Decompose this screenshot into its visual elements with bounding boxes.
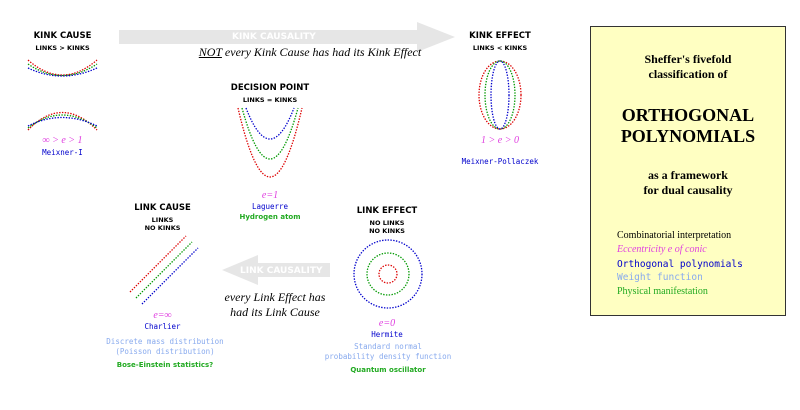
link-cause-sub2: NO KINKS <box>144 224 181 232</box>
kink-effect-ellipses <box>479 61 521 129</box>
panel-line3: as a framework <box>648 168 728 182</box>
link-effect-sub2: NO KINKS <box>369 227 405 235</box>
link-cause-title: LINK CAUSE <box>134 203 191 213</box>
link-effect-polynomial: Hermite <box>371 330 403 339</box>
link-cause-physical: Bose-Einstein statistics? <box>116 361 214 369</box>
kink-effect-eccentricity: 1 > e > 0 <box>481 135 519 146</box>
panel-line2: classification of <box>648 67 728 81</box>
panel-line4: for dual causality <box>643 183 733 197</box>
decision-point-physical: Hydrogen atom <box>239 213 301 221</box>
link-cause-polynomial: Charlier <box>144 322 181 331</box>
kink-causality-label: KINK CAUSALITY <box>232 32 316 42</box>
kink-effect-sub: LINKS < KINKS <box>472 44 528 52</box>
kink-causality-note <box>160 45 460 60</box>
link-effect-weight-line2: probability density function <box>324 352 452 361</box>
link-effect-sub1: NO LINKS <box>369 219 405 227</box>
link-cause-weight-line2: (Poisson distribution) <box>115 347 215 356</box>
link-effect-circles <box>354 240 422 308</box>
link-cause-eccentricity: e=∞ <box>153 310 172 321</box>
kink-cause-eccentricity: ∞ > e > 1 <box>42 135 83 146</box>
kink-cause-title: KINK CAUSE <box>33 31 92 41</box>
link-effect-weight-line1: Standard normal <box>354 342 422 351</box>
link-cause-lines <box>130 236 198 304</box>
link-causality-note <box>215 290 335 320</box>
decision-point-polynomial: Laguerre <box>251 202 289 211</box>
link-effect-title: LINK EFFECT <box>356 206 418 216</box>
kink-causality-note-not: NOT <box>198 45 222 59</box>
kink-cause-upper-curves <box>28 60 97 76</box>
link-effect-weight <box>313 342 463 362</box>
link-cause-weight-line1: Discrete mass distribution <box>106 337 224 346</box>
legend-physical: Physical manifestation <box>617 286 708 297</box>
sheffer-panel <box>590 26 786 316</box>
kink-effect-title: KINK EFFECT <box>469 31 531 41</box>
legend-combinatorial: Combinatorial interpretation <box>617 230 732 241</box>
decision-point-title: DECISION POINT <box>230 83 310 93</box>
legend-weight: Weight function <box>617 272 703 283</box>
kink-cause-lower-curves <box>28 113 97 131</box>
panel-title-orthogonal: ORTHOGONAL <box>621 105 755 125</box>
panel-line1: Sheffer's fivefold <box>644 52 732 66</box>
legend-orthogonal: Orthogonal polynomials <box>617 259 743 270</box>
decision-point-parabolas <box>238 108 302 177</box>
panel-title-polynomials: POLYNOMIALS <box>620 126 756 146</box>
decision-point-eccentricity: e=1 <box>261 190 279 201</box>
link-causality-note-line2: had its Link Cause <box>230 305 320 319</box>
kink-causality-note-rest: every Kink Cause has had its Kink Effect <box>221 45 422 59</box>
link-effect-eccentricity: e=0 <box>378 318 396 329</box>
kink-effect-polynomial: Meixner-Pollaczek <box>461 157 539 166</box>
kink-cause-sub: LINKS > KINKS <box>35 44 90 52</box>
link-causality-label: LINK CAUSALITY <box>240 266 323 276</box>
link-effect-physical: Quantum oscillator <box>350 366 426 374</box>
link-cause-weight <box>90 337 240 357</box>
link-cause-sub1: LINKS <box>151 216 174 224</box>
link-causality-note-line1: every Link Effect has <box>224 290 326 304</box>
kink-cause-polynomial: Meixner-I <box>42 148 83 157</box>
legend-eccentricity: Eccentricity e of conic <box>617 244 707 255</box>
decision-point-sub: LINKS = KINKS <box>242 96 298 104</box>
